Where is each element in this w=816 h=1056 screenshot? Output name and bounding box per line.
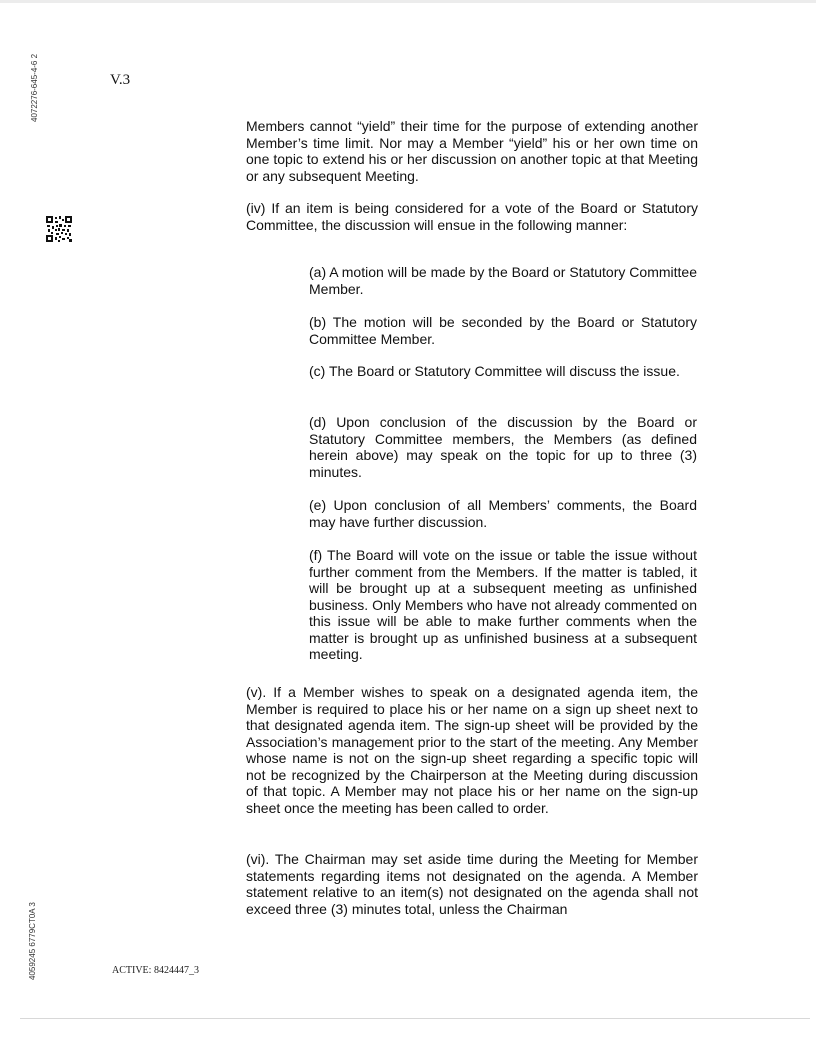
list-item-b: (b) The motion will be seconded by the Board or Statutory Committee Member. <box>309 314 697 347</box>
paragraph-v: (v). If a Member wishes to speak on a designated agenda item, the Member is required to place his or her name on a sign up sheet next to that designated agenda item. The sign-up sheet will be provided by the Association’s management prior to the start of the meeting. Any Member whose name is not on the sign-up sheet regarding a specific topic will not be recognized by the Chairperson at the Meeting during discussion of that topic. A Member may not place his or her name on the sign-up sheet once the meeting has been called to order. <box>246 684 698 816</box>
paragraph-intro: Members cannot “yield” their time for the purpose of extending another Member’s time limit. Nor may a Member “yield” his or her own time on one topic to extend his or her discussion on another topic at that Meeting or any subsequent Meeting. <box>246 118 698 184</box>
bottom-rule <box>20 1018 810 1019</box>
list-item-d: (d) Upon conclusion of the discussion by the Board or Statutory Committee members, the Members (as defined herein above) may speak on the topic for up to three (3) minutes. <box>309 414 697 480</box>
list-item-f: (f) The Board will vote on the issue or table the issue without further comment from the Members. If the matter is tabled, it will be brought up at a subsequent meeting as unfinished business. Only Members who have not already commented on this issue will be able to make further comments when the matter is brought up as unfinished business at a subsequent meeting. <box>309 547 697 662</box>
margin-code-top: 4072276-645-4-6 2 <box>30 53 39 122</box>
list-item-a: (a) A motion will be made by the Board or Statutory Committee Member. <box>309 264 697 297</box>
margin-code-bottom: 4059245 6779CT0A 3 <box>28 902 37 980</box>
list-item-e: (e) Upon conclusion of all Members’ comments, the Board may have further discussion. <box>309 497 697 530</box>
paragraph-vi: (vi). The Chairman may set aside time during the Meeting for Member statements regarding items not designated on the agenda. A Member statement relative to an item(s) not designated on the agenda shall not exceed three (3) minutes total, unless the Chairman <box>246 851 698 917</box>
version-label: V.3 <box>110 72 131 88</box>
qr-code-icon <box>46 216 72 242</box>
page-top-edge <box>0 0 816 3</box>
paragraph-iv: (iv) If an item is being considered for a vote of the Board or Statutory Committee, the discussion will ensue in the following manner: <box>246 200 698 233</box>
list-item-c: (c) The Board or Statutory Committee will discuss the issue. <box>309 363 680 379</box>
footer-document-id: ACTIVE: 8424447_3 <box>112 965 199 976</box>
